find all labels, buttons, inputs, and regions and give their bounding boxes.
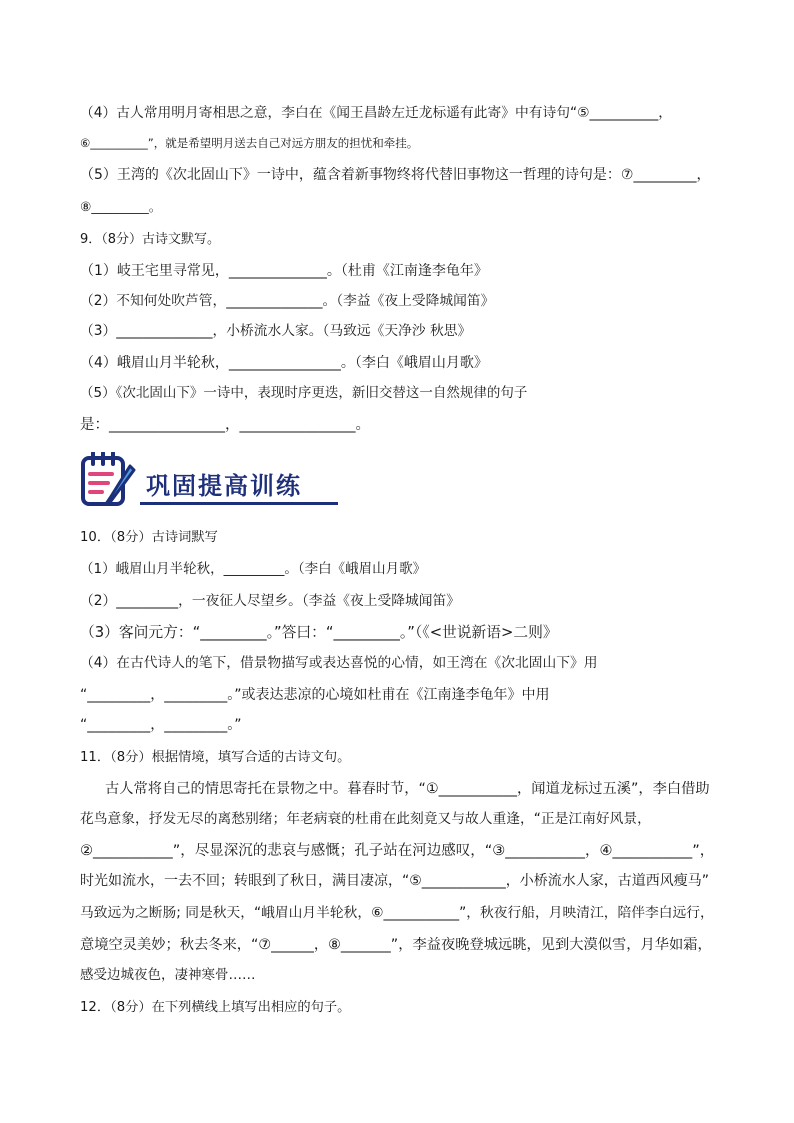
line-q11-1: 古人常将自己的情思寄托在景物之中。暮春时节，“①___________，闻道龙标过五溪”，李白借助 — [105, 781, 710, 797]
line-q8-5a: （5）王湾的《次北固山下》一诗中，蕴含着新事物终将代替旧事物这一哲理的诗句是：⑦_________， — [80, 167, 711, 183]
line-q10-2: （2）_________，一夜征人尽望乡。（李益《夜上受降城闻笛》 — [80, 593, 460, 609]
line-q11-3: ②___________”，尽显深沉的悲哀与感慨；孔子站在河边感叹，“③___________，④___________”， — [80, 843, 715, 859]
line-q11-4: 时光如流水，一去不回；转眼到了秋日，满目凄凉，“⑤____________，小桥流水人家，古道西风瘦马” — [80, 873, 710, 889]
line-q11-5: 马致远为之断肠; 同是秋天，“峨眉山月半轮秋，⑥___________”，秋夜行船，月映清江，陪伴李白远行， — [80, 905, 714, 921]
banner-underline — [140, 502, 338, 505]
line-q8-4a: （4）古人常用明月寄相思之意，李白在《闻王昌龄左迁龙标遥有此寄》中有诗句“⑤__________， — [80, 105, 672, 121]
line-q9-3: （3）______________，小桥流水人家。（马致远《天净沙 秋思》 — [80, 323, 472, 339]
line-q9-5b: 是：________________，________________。 — [80, 417, 370, 433]
line-q10-1: （1）峨眉山月半轮秋，_________。（李白《峨眉山月歌》 — [80, 561, 427, 577]
line-q9-1: （1）岐王宅里寻常见，______________。（杜甫《江南逢李龟年》 — [80, 263, 488, 279]
notepad-pencil-icon — [80, 452, 136, 508]
line-q11-2: 花鸟意象，抒发无尽的离愁别绪；年老病衰的杜甫在此刻竟又与故人重逢，“正是江南好风景， — [80, 811, 651, 827]
line-q10-4a: （4）在古代诗人的笔下，借景物描写或表达喜悦的心情，如王湾在《次北固山下》用 — [80, 655, 598, 671]
line-q9-2: （2）不知何处吹芦管，______________。（李益《夜上受降城闻笛》 — [80, 293, 495, 309]
line-q8-4b: ⑥__________”，就是希望明月送去自己对远方朋友的担忧和牵挂。 — [80, 136, 419, 150]
section-banner — [80, 452, 338, 508]
line-q10-4b: “_________，_________。”或表达悲凉的心境如杜甫在《江南逢李龟年》中用 — [80, 687, 550, 703]
line-q9-4: （4）峨眉山月半轮秋，________________。（李白《峨眉山月歌》 — [80, 355, 488, 371]
question-12-title: 12．（8分）在下列横线上填写出相应的句子。 — [80, 1000, 351, 1015]
line-q8-5b: ⑧_________。 — [80, 200, 162, 215]
banner-title: 巩固提高训练 — [146, 471, 302, 500]
line-q11-6: 意境空灵美妙；秋去冬来，“⑦______，⑧_______”，李益夜晚登城远眺，见到大漠似雪，月华如霜， — [80, 937, 712, 953]
line-q10-3: （3）客问元方：“_________。”答曰：“_________。”（《<世说新语>二则》 — [80, 624, 558, 641]
line-q10-4c: “_________，_________。” — [80, 717, 242, 733]
line-q11-7: 感受边城夜色，凄神寒骨…… — [80, 967, 256, 983]
question-11-title: 11．（8分）根据情境，填写合适的古诗文句。 — [80, 750, 351, 765]
question-10-title: 10．（8分）古诗词默写 — [80, 530, 218, 545]
question-9-title: 9．（8分）古诗文默写。 — [80, 232, 221, 247]
line-q9-5a: （5）《次北固山下》一诗中，表现时序更迭，新旧交替这一自然规律的句子 — [80, 385, 528, 401]
